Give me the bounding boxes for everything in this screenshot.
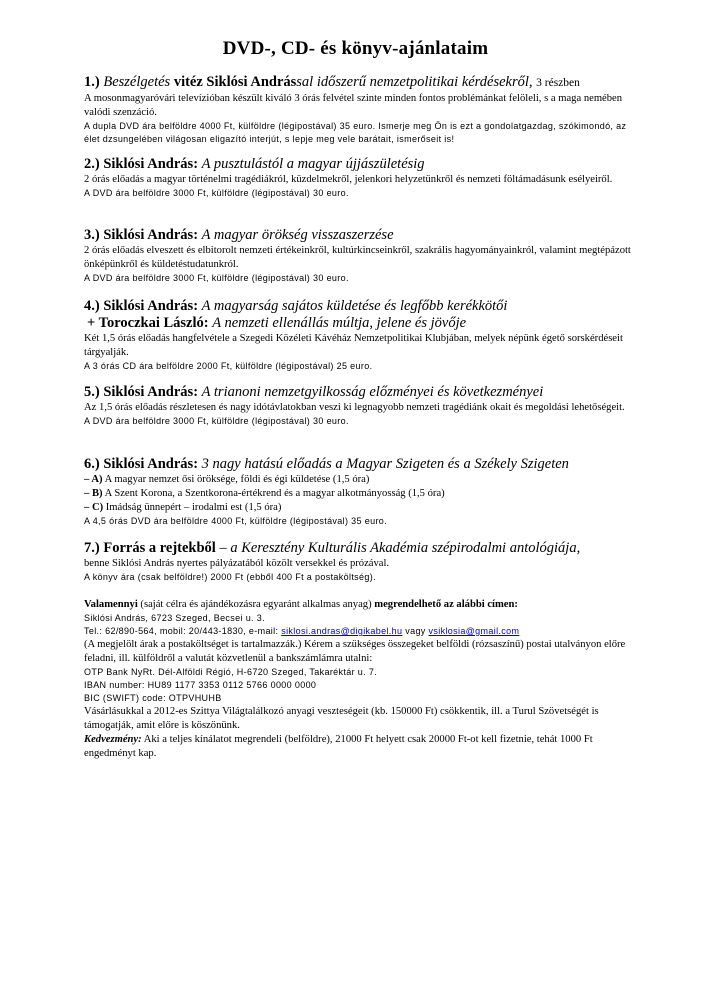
order-contact-line: Tel.: 62/890-564, mobil: 20/443-1830, e-mail: siklosi.andras@digikabel.hu vagy vsiklosia@gmail.com — [84, 626, 520, 636]
offer-3-heading: 3.) Siklósi András: A magyar örökség visszaszerzése — [84, 227, 394, 243]
offer-3 — [84, 227, 644, 285]
offer-7-price: A könyv ára (csak belföldre!) 2000 Ft (ebből 400 Ft a postaköltség). — [84, 572, 376, 582]
offer-7-heading: 7.) Forrás a rejtekből – a Keresztény Kulturális Akadémia szépirodalmi antológiája, — [84, 540, 581, 556]
offer-7-description: benne Siklósi András nyertes pályázatából közölt versekkel és prózával. — [84, 558, 390, 569]
offer-3-description: 2 órás előadás elveszett és elbitorolt nemzeti értékeinkről, kultúrkincseinkről, szakrális hagyományainkról, valamint megtépázott önképünkről és küldetéstudatunkról. — [84, 245, 631, 270]
page-title: DVD-, CD- és könyv-ajánlataim — [222, 38, 489, 59]
offer-2-description: 2 órás előadás a magyar történelmi tragédiákról, küzdelmekről, jelenkori helyzetünkről és nemzeti föltámadásunk esélyeiről. — [84, 174, 613, 185]
email-link-1[interactable]: siklosi.andras@digikabel.hu — [281, 626, 403, 636]
offer-6 — [84, 456, 644, 528]
offer-6-item-c: – C) Imádság ünnepért – irodalmi est (1,5 óra) — [84, 502, 282, 513]
offer-3-price: A DVD ára belföldre 3000 Ft, külföldre (légipostával) 30 euro. — [84, 273, 349, 283]
order-thanks: Vásárlásukkal a 2012-es Szittya Világtalálkozó anyagi veszteségeit (kb. 150000 Ft) csökkentik, ill. a Turul Szövetségét is támogatják, amit előre is köszönünk. — [84, 706, 599, 731]
offer-2 — [84, 156, 644, 200]
bank-name: OTP Bank NyRt. Dél-Alföldi Régió, H-6720 Szeged, Takaréktár u. 7. — [84, 667, 378, 677]
order-lead: Valamennyi (saját célra és ajándékozásra egyaránt alkalmas anyag) megrendelhető az alábbi címen: — [84, 599, 518, 610]
offer-6-item-a: – A) A magyar nemzet ősi öröksége, földi és égi küldetése (1,5 óra) — [84, 474, 370, 485]
offer-1-price: A dupla DVD ára belföldre 4000 Ft, külföldre (légipostával) 35 euro. Ismerje meg Ön is ezt a gondolatgazdag, szókimondó, az élet dzsungelében világosan eligazító interjút, s lepje meg vele barátait, ismerőseit is! — [84, 121, 627, 144]
offer-5-description: Az 1,5 órás előadás részletesen és nagy idótávlatokban veszi ki legnagyobb nemzeti tragédiánk okait és megoldási lehetőségeit. — [84, 402, 625, 413]
offer-5 — [84, 384, 644, 428]
order-address: Siklósi András, 6723 Szeged, Becsei u. 3. — [84, 613, 265, 623]
bank-bic: BIC (SWIFT) code: OTPVHUHB — [84, 693, 222, 703]
offer-4 — [84, 298, 644, 373]
offer-5-heading: 5.) Siklósi András: A trianoni nemzetgyilkosság előzményei és következményei — [84, 384, 544, 400]
offer-7 — [84, 540, 644, 584]
offer-5-price: A DVD ára belföldre 3000 Ft, külföldre (légipostával) 30 euro. — [84, 416, 349, 426]
offer-4-heading: 4.) Siklósi András: A magyarság sajátos küldetése és legfőbb kerékkötői — [84, 298, 508, 314]
bank-iban: IBAN number: HU89 1177 3353 0112 5766 0000 0000 — [84, 680, 317, 690]
offer-1 — [84, 74, 644, 146]
email-link-2[interactable]: vsiklosia@gmail.com — [428, 626, 520, 636]
order-info — [84, 598, 644, 761]
offer-1-description: A mosonmagyaróvári televízióban készült kiváló 3 órás felvétel szinte minden fontos problémánkat felöleli, s a maga nemében valódi szenzáció. — [84, 93, 623, 118]
order-note: (A megjelölt árak a postaköltséget is tartalmazzák.) Kérem a szükséges összegeket belföldi (rózsaszínű) postai utalványon előre feladni, ill. külföldről a valutát közvetlenül a bankszámlámra utalni: — [84, 639, 626, 664]
offer-4-heading-2: + Toroczkai László: A nemzeti ellenállás múltja, jelene és jövője — [87, 315, 467, 331]
offer-4-price: A 3 órás CD ára belföldre 2000 Ft, külföldre (légipostával) 25 euro. — [84, 361, 373, 371]
offer-6-heading: 6.) Siklósi András: 3 nagy hatású előadás a Magyar Szigeten és a Székely Szigeten — [84, 456, 569, 472]
offer-1-heading: 1.) Beszélgetés vitéz Siklósi Andrással időszerű nemzetpolitikai kérdésekről, 3 részben — [84, 74, 580, 90]
order-discount: Kedvezmény: Aki a teljes kínálatot megrendeli (belföldre), 21000 Ft helyett csak 20000 Ft-ot kell fizetnie, tehát 1000 Ft engedményt kap. — [84, 734, 593, 759]
offer-2-price: A DVD ára belföldre 3000 Ft, külföldre (légipostával) 30 euro. — [84, 188, 349, 198]
offer-6-item-b: – B) A Szent Korona, a Szentkorona-értékrend és a magyar alkotmányosság (1,5 óra) — [84, 488, 445, 499]
offer-2-heading: 2.) Siklósi András: A pusztulástól a magyar újjászületésig — [84, 156, 425, 172]
offer-6-price: A 4,5 órás DVD ára belföldre 4000 Ft, külföldre (légipostával) 35 euro. — [84, 516, 388, 526]
offer-4-description: Két 1,5 órás előadás hangfelvétele a Szegedi Közéleti Kávéház Nemzetpolitikai Klubjában, melyek népünk égető sorskérdéseit tárgyalják. — [84, 333, 623, 358]
